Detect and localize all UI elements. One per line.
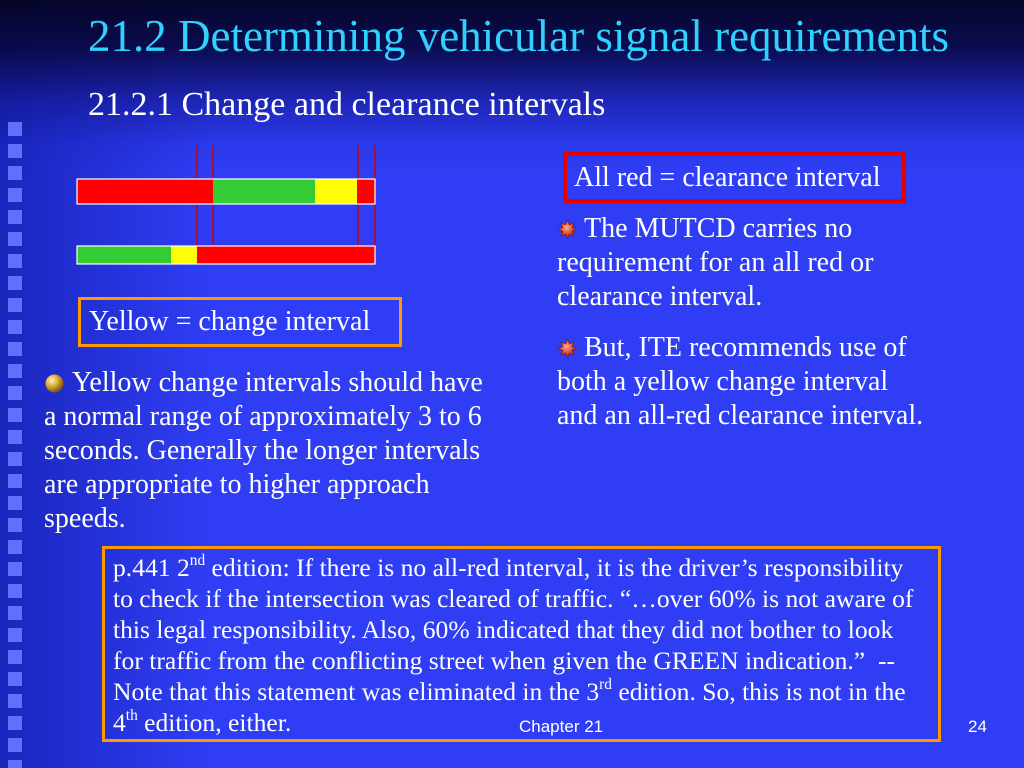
ordinal-suffix: nd (189, 552, 206, 570)
edition-note-box (102, 546, 941, 742)
bullet-line: speeds. (44, 503, 126, 534)
note-line: to check if the intersection was cleared of traffic. “…over 60% is not aware of (113, 584, 914, 613)
red-starburst-bullet-icon (558, 220, 577, 239)
page-number: 24 (968, 717, 987, 736)
bullet-line (557, 212, 873, 246)
note-line (113, 676, 938, 707)
bullet-line: a normal range of approximately 3 to 6 (44, 401, 482, 432)
note-text: edition, either. (137, 708, 292, 737)
note-text: Note that this statement was eliminated in the 3 (113, 677, 600, 706)
note-text: 4 (113, 708, 126, 737)
bottom-bar-phase-segment (77, 246, 171, 264)
right-bullet-item (557, 212, 873, 314)
bottom-bar-phase-segment (171, 246, 197, 264)
note-line (113, 552, 938, 583)
slide-subtitle: 21.2.1 Change and clearance intervals (88, 86, 606, 123)
bullet-line (44, 366, 483, 400)
callout-text: Yellow = change interval (89, 306, 371, 337)
top-signal-bar (77, 179, 375, 204)
red-starburst-bullet-icon (558, 339, 577, 358)
bottom-bar-phase-segment (197, 246, 375, 264)
slide-title: 21.2 Determining vehicular signal requirements (88, 11, 949, 61)
bullet-line: clearance interval. (557, 281, 763, 312)
bullet-line: requirement for an all red or (557, 247, 874, 278)
note-text: edition. So, this is not in the (611, 677, 906, 706)
note-line: for traffic from the conflicting street when given the GREEN indication.” -- (113, 646, 896, 675)
bullet-line: and an all-red clearance interval. (557, 400, 924, 431)
top-bar-phase-segment (213, 179, 315, 204)
bullet-text: But, ITE recommends use of (584, 332, 907, 363)
bullet-text: Yellow change intervals should have (72, 367, 483, 398)
left-bullet-item (44, 366, 483, 536)
bullet-line (557, 331, 923, 365)
gold-ball-bullet-icon (45, 374, 64, 393)
ordinal-suffix: rd (599, 676, 612, 694)
change-interval-callout (78, 297, 402, 347)
top-bar-phase-segment (77, 179, 213, 204)
bullet-line: are appropriate to higher approach (44, 469, 430, 500)
right-bullet-item (557, 331, 923, 433)
bullet-line: both a yellow change interval (557, 366, 889, 397)
bullet-text: The MUTCD carries no (584, 213, 853, 244)
callout-text: All red = clearance interval (574, 162, 881, 193)
clearance-interval-callout (563, 152, 906, 203)
note-text: edition: If there is no all-red interval, it is the driver’s responsibility (205, 553, 904, 582)
note-text: p.441 2 (113, 553, 190, 582)
bottom-signal-bar (77, 246, 375, 264)
decorative-squares (8, 122, 22, 768)
top-bar-phase-segment (357, 179, 375, 204)
top-bar-phase-segment (315, 179, 357, 204)
ordinal-suffix: th (125, 707, 138, 725)
bullet-line: seconds. Generally the longer intervals (44, 435, 481, 466)
note-line: this legal responsibility. Also, 60% indicated that they did not bother to look (113, 615, 894, 644)
signal-timing-diagram (70, 140, 385, 270)
footer-chapter-label: Chapter 21 (519, 717, 604, 736)
